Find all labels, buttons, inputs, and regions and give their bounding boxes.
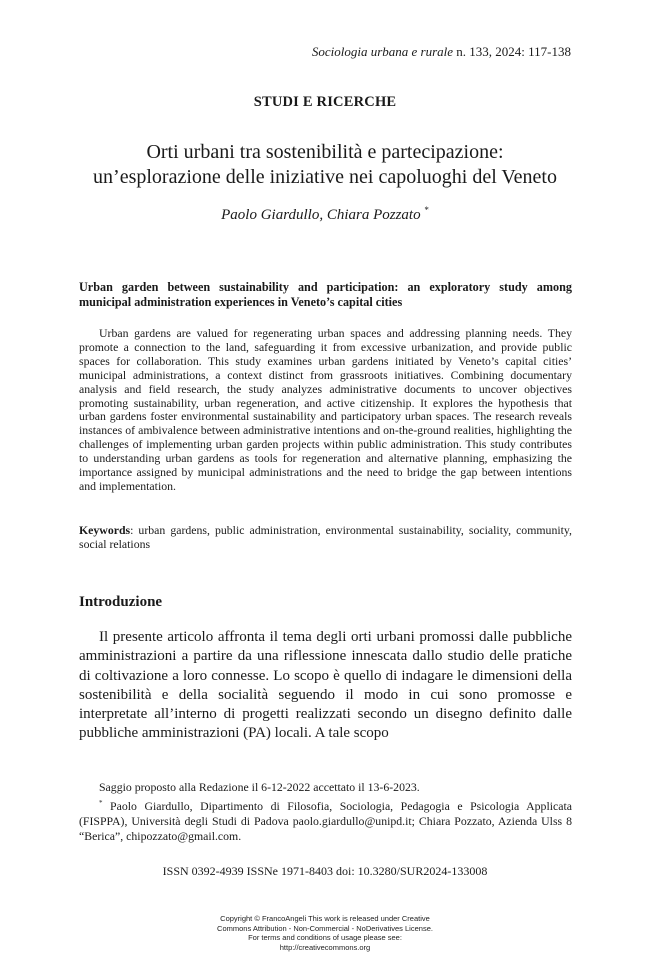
copyright-link[interactable]: http://creativecommons.org [279, 942, 371, 952]
keywords [79, 524, 572, 552]
article-title-line-1: Orti urbani tra sostenibilità e partecipazione: [146, 141, 504, 163]
affiliation-note [79, 796, 572, 845]
footnotes [79, 780, 572, 845]
introduction-paragraph: Il presente articolo affronta il tema degli orti urbani promossi dalle pubbliche amministrazioni a partire da una riflessione innescata dallo studio delle pratiche di coltivazione a loro connesse. Lo scopo è quello di indagare le dimensioni della sostenibilità e della socialità seguendo il modo in cui sono promosse e interpretate all’interno di progetti realizzati secondo un disegno definito dalle pubbliche amministrazioni (PA) locali. A tale scopo [79, 629, 572, 742]
submission-note: Saggio proposto alla Redazione il 6-12-2022 accettato il 13-6-2023. [99, 780, 420, 794]
section-label: STUDI E RICERCHE [253, 94, 397, 110]
copyright-notice [0, 914, 650, 952]
author-names: Paolo Giardullo, Chiara Pozzato [221, 207, 421, 223]
affiliation-footnote-mark: * [99, 798, 103, 807]
article-title [0, 140, 650, 190]
keywords-label: Keywords [79, 523, 131, 537]
journal-citation [312, 44, 571, 60]
author-footnote-mark: * [424, 205, 429, 215]
copyright-line-3: For terms and conditions of usage please see: [248, 933, 402, 943]
english-title: Urban garden between sustainability and participation: an exploratory study among municipal administration experiences in Veneto’s capital cities [79, 280, 572, 309]
author-line [0, 205, 650, 224]
issn-doi-line: ISSN 0392-4939 ISSNe 1971-8403 doi: 10.3280/SUR2024-133008 [162, 864, 488, 878]
article-title-line-2: un’esplorazione delle iniziative nei capoluoghi del Veneto [93, 166, 557, 188]
affiliation-text: Paolo Giardullo, Dipartimento di Filosofia, Sociologia, Pedagogia e Psicologia Applicata (FISPPA), Università degli Studi di Padova paolo.giardullo@unipd.it; Chiara Pozzato, Azienda Ulss 8 “Berica”, chipozzato@gmail.com. [79, 798, 572, 844]
abstract-text: Urban gardens are valued for regenerating urban spaces and addressing planning needs. They promote a connection to the land, safeguarding it from excessive urbanization, and provide public spaces for collaboration. This study examines urban gardens initiated by Veneto’s capital cities’ municipal administrations, a context distinct from grassroots initiatives. Combining documentary analysis and field research, the study analyzes administrative documents to uncover objectives promoting sustainability, urban regeneration, and active citizenship. It explores the hypothesis that urban gardens foster environmental sustainability and participatory urban spaces. The research reveals instances of ambivalence between administrative intentions and on-the-ground realities, highlighting the challenges of implementing urban garden projects within public administration. This study contributes to understanding urban gardens as tools for regeneration and alternative planning, emphasizing the importance assigned by municipal administrations and the need to bridge the gap between intentions and implementation. [79, 326, 572, 493]
introduction-heading: Introduzione [79, 594, 163, 610]
copyright-line-2: Commons Attribution - Non-Commercial - NoDerivatives License. [217, 923, 433, 933]
journal-name: Sociologia urbana e rurale [311, 44, 454, 59]
keywords-text: : urban gardens, public administration, environmental sustainability, sociality, community, social relations [79, 523, 572, 551]
copyright-line-1: Copyright © FrancoAngeli This work is released under Creative [220, 914, 430, 923]
journal-issue: n. 133, 2024: 117-138 [453, 44, 571, 59]
